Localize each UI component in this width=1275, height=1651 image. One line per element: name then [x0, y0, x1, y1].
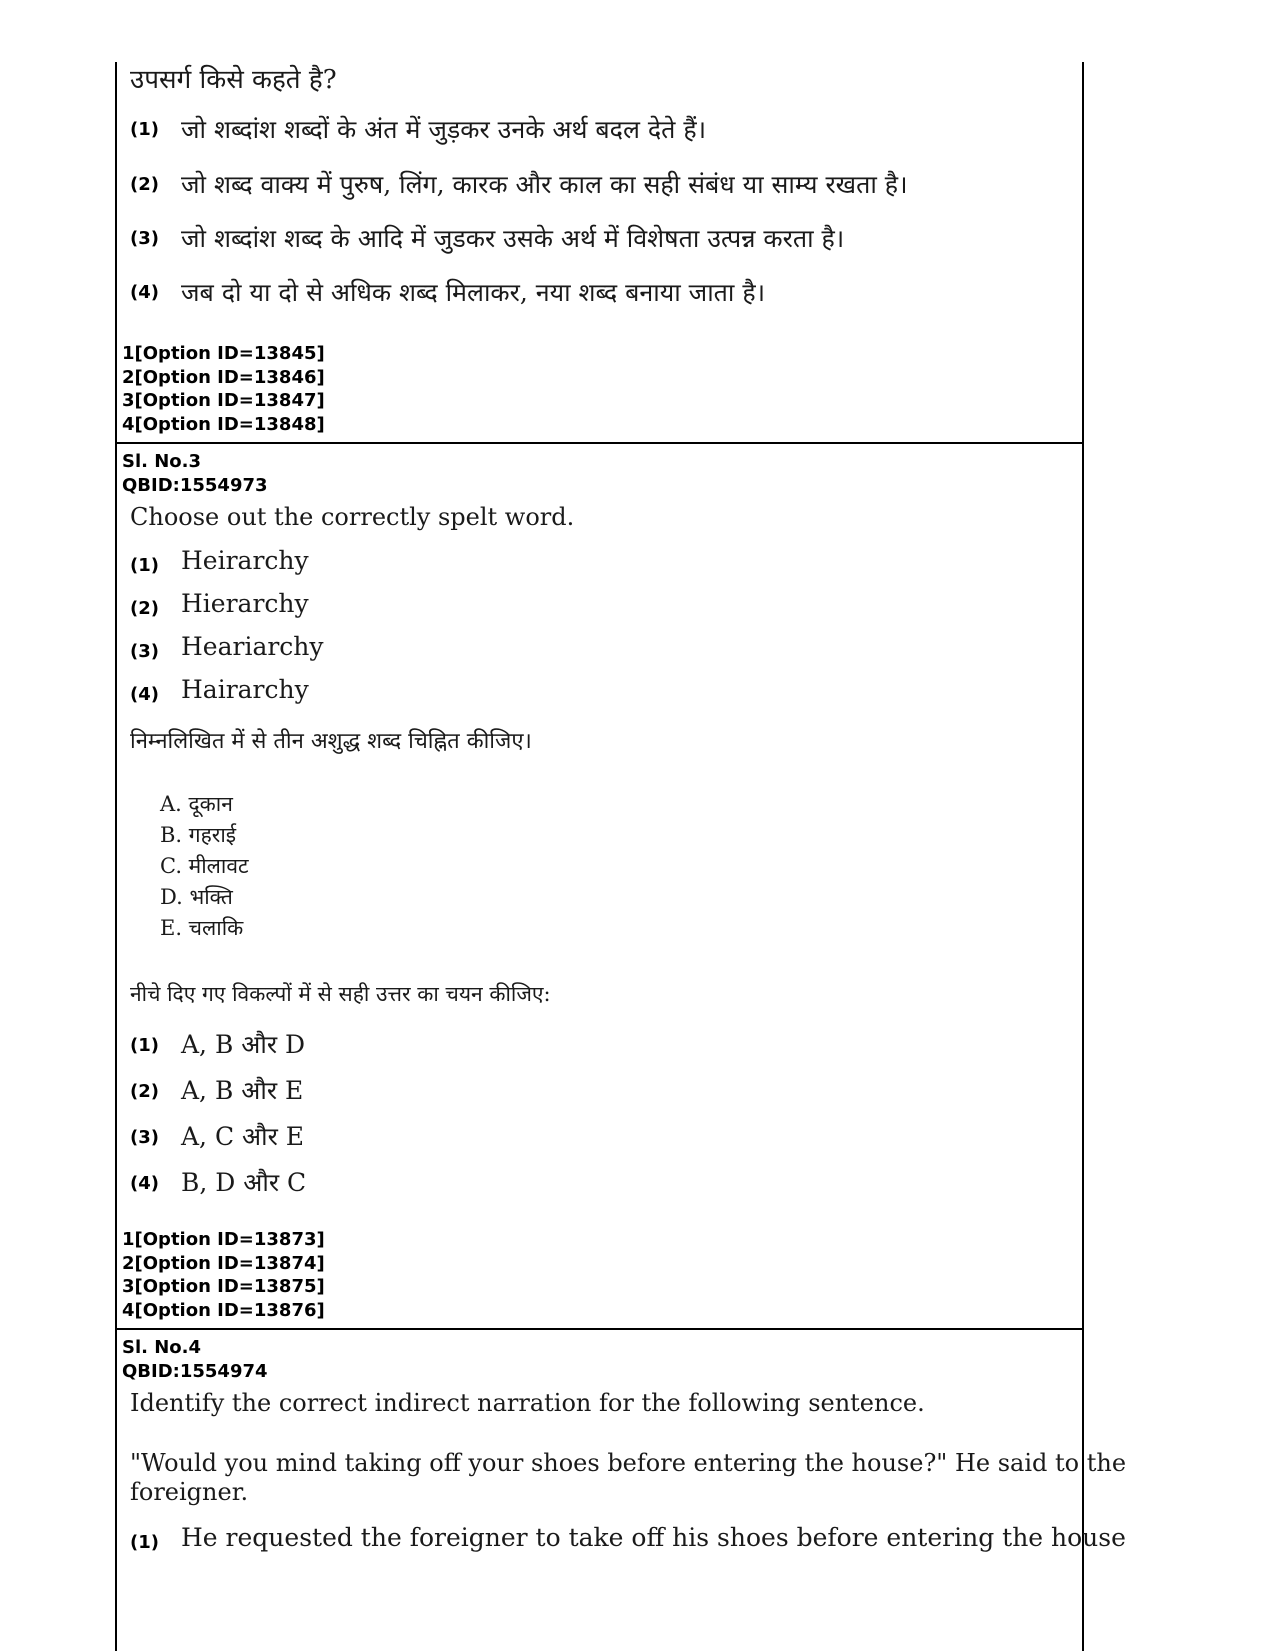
serial-number: Sl. No.3 [122, 451, 202, 472]
option-number: (3) [130, 1127, 159, 1148]
question-divider [115, 442, 1084, 444]
option-id: 1[Option ID=13873] [122, 1229, 325, 1250]
option-text: जो शब्द वाक्य में पुरुष, लिंग, कारक और काल का सही संबंध या साम्य रखता है। [181, 170, 908, 199]
option-text: जो शब्दांश शब्दों के अंत में जुड़कर उनके अर्थ बदल देते हैं। [181, 115, 707, 144]
question-divider [115, 1328, 1084, 1330]
statement-item: E. चलाकि [160, 916, 244, 940]
question-meta [122, 450, 268, 497]
option-number: (2) [130, 1081, 159, 1102]
statement-item: D. भक्ति [160, 885, 233, 909]
statement-list [160, 789, 249, 944]
sub-question-stem: निम्नलिखित में से तीन अशुद्ध शब्द चिह्नित कीजिए। [130, 729, 532, 754]
option-id: 2[Option ID=13846] [122, 366, 325, 388]
option-number: (4) [130, 1173, 159, 1194]
option-text: Heariarchy [181, 632, 324, 661]
option-text: He requested the foreigner to take off his shoes before entering the house [181, 1523, 1126, 1552]
statement-item: A. दूकान [160, 792, 233, 816]
quote-line: "Would you mind taking off your shoes before entering the house?" He said to the [130, 1449, 1127, 1477]
qbid: QBID:1554974 [122, 1360, 268, 1382]
option-text: B, D और C [181, 1168, 307, 1197]
option-id: 3[Option ID=13847] [122, 390, 325, 411]
option-number: (1) [130, 555, 159, 576]
statement-item: B. गहराई [160, 823, 237, 847]
quote-line: foreigner. [130, 1478, 249, 1506]
option-text: Hairarchy [181, 675, 309, 704]
option-number: (3) [130, 641, 159, 662]
option-id: 3[Option ID=13875] [122, 1276, 325, 1297]
option-text: जो शब्दांश शब्द के आदि में जुडकर उसके अर्थ में विशेषता उत्पन्न करता है। [181, 224, 845, 253]
option-text: जब दो या दो से अधिक शब्द मिलाकर, नया शब्द बनाया जाता है। [181, 278, 766, 307]
option-id-list [122, 1228, 325, 1322]
question-stem: Identify the correct indirect narration for the following sentence. [130, 1389, 925, 1417]
option-number: (4) [130, 282, 159, 303]
option-number: (3) [130, 228, 159, 249]
question-stem: Choose out the correctly spelt word. [130, 503, 575, 531]
serial-number: Sl. No.4 [122, 1337, 202, 1358]
option-number: (2) [130, 174, 159, 195]
question-stem: उपसर्ग किसे कहते है? [130, 65, 337, 95]
option-id: 4[Option ID=13848] [122, 413, 325, 435]
instruction-text: नीचे दिए गए विकल्पों में से सही उत्तर का चयन कीजिए: [130, 982, 551, 1006]
option-text: A, B और D [181, 1030, 306, 1059]
qbid: QBID:1554973 [122, 474, 268, 496]
option-id: 1[Option ID=13845] [122, 343, 325, 364]
option-number: (1) [130, 1035, 159, 1056]
option-number: (1) [130, 119, 159, 140]
option-text: A, B और E [181, 1076, 304, 1105]
option-number: (4) [130, 684, 159, 705]
option-text: Hierarchy [181, 589, 309, 618]
option-number: (2) [130, 598, 159, 619]
option-number: (1) [130, 1532, 159, 1553]
option-id: 2[Option ID=13874] [122, 1252, 325, 1274]
option-text: A, C और E [181, 1122, 305, 1151]
question-meta [122, 1336, 268, 1383]
option-id-list [122, 342, 325, 436]
statement-item: C. मीलावट [160, 854, 249, 878]
option-id: 4[Option ID=13876] [122, 1299, 325, 1321]
option-text: Heirarchy [181, 546, 309, 575]
